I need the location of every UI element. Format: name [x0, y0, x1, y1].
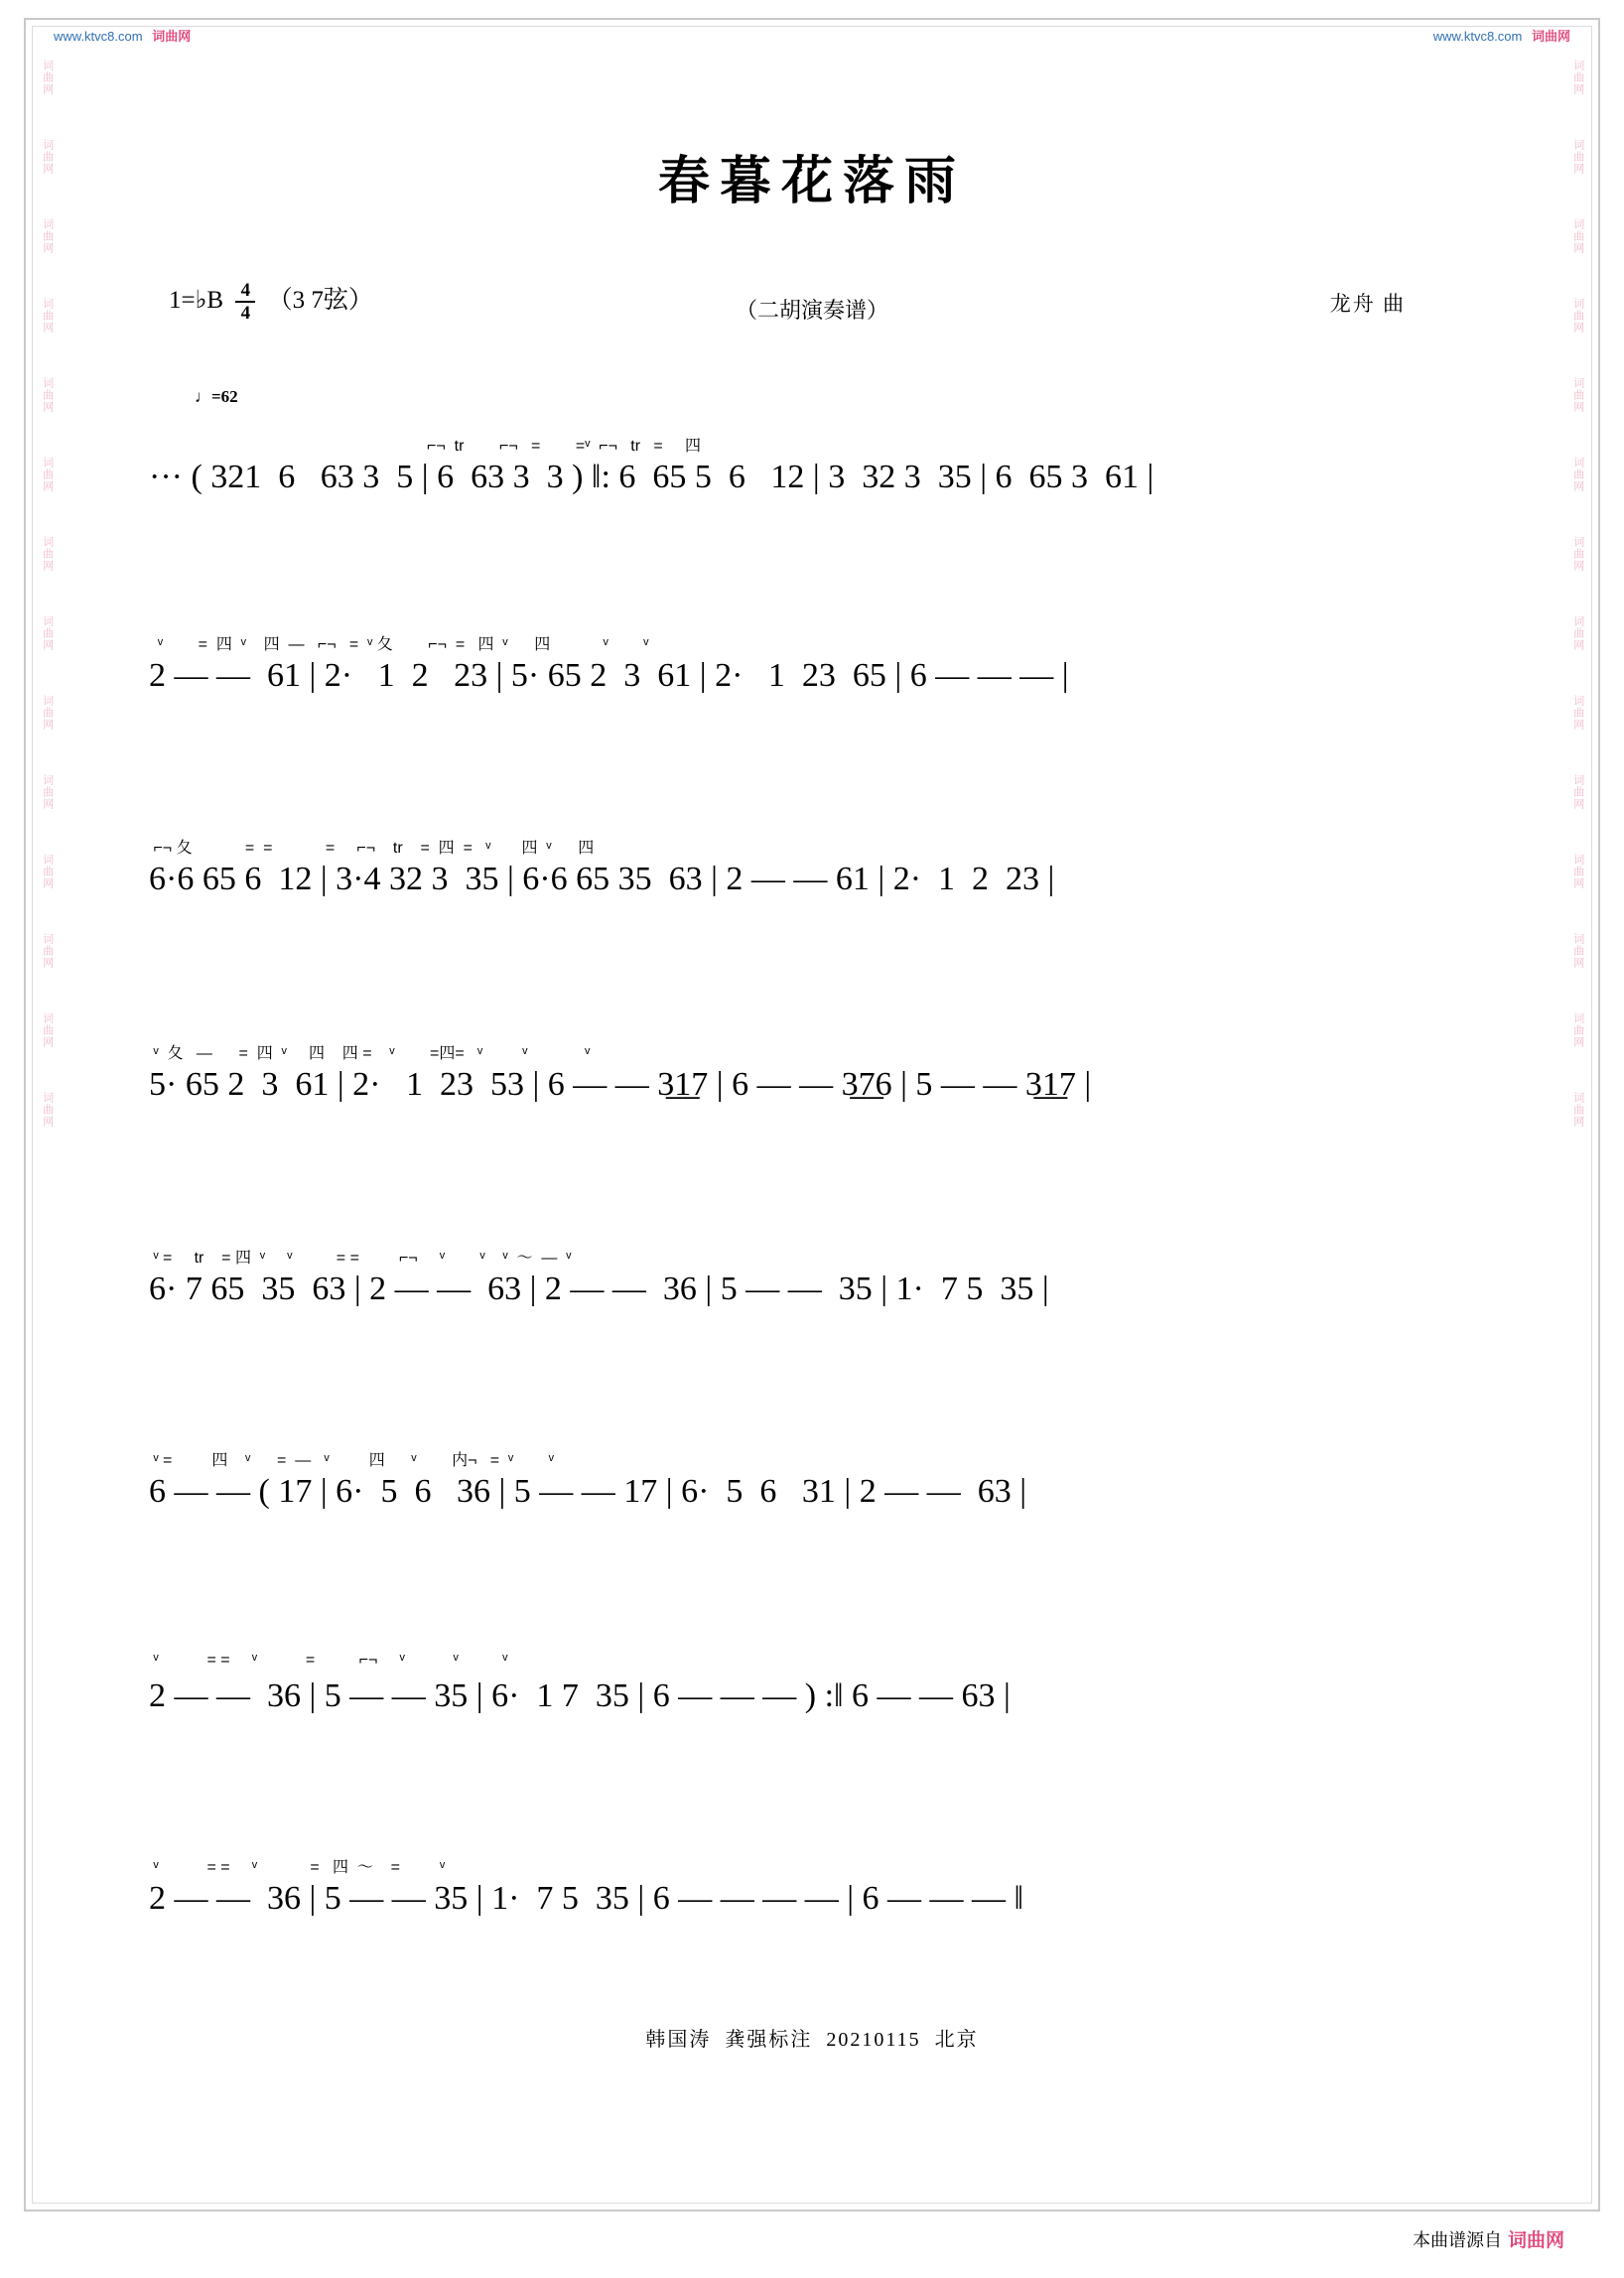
watermark-text: 词曲网 [1571, 298, 1584, 334]
watermark-text: 词曲网 [41, 218, 54, 254]
watermark-text: 词曲网 [1571, 1092, 1584, 1128]
score-line-notes: 6·6 65 6 12 | 3·4 32 3 35 | 6·6 65 35 63 | 2 — — 61 | 2· 1 2 23 | [149, 861, 1055, 897]
site-url-right: www.ktvc8.com [1432, 29, 1523, 44]
watermark-column-left [34, 60, 60, 2144]
score-line-marks: ᵛ = 四 ᵛ 四 — ⌐¬ = ᵛ 夂 ⌐¬ = 四 ᵛ 四 ᵛ ᵛ [149, 636, 649, 653]
score-line-notes: 2 — — 36 | 5 — — 35 | 1· 7 5 35 | 6 — — — — | 6 — — — ‖ [149, 1880, 1024, 1917]
watermark-text: 词曲网 [41, 298, 54, 334]
watermark-text: 词曲网 [1571, 933, 1584, 969]
tempo-marking: ♩=62 [195, 387, 238, 406]
site-url-left: www.ktvc8.com [54, 29, 143, 44]
watermark-text: 词曲网 [1571, 218, 1584, 254]
score-line [149, 1451, 1459, 1570]
watermark-text: 词曲网 [1571, 139, 1584, 175]
watermark-text: 词曲网 [41, 139, 54, 175]
source-attribution [1413, 2225, 1564, 2252]
watermark-text: 词曲网 [41, 774, 54, 810]
site-brand-left: 词曲网 [152, 29, 192, 44]
score-line-notes: 2 — — 36 | 5 — — 35 | 6· 1 7 35 | 6 — — — ) :‖ 6 — — 63 | [149, 1677, 1011, 1714]
score-line-notes: 5· 65 2 3 61 | 2· 1 23 53 | 6 — — 3̲1̲7 | 6 — — 3̲7̲6 | 5 — — 3̲1̲7 | [149, 1066, 1092, 1103]
watermark-text: 词曲网 [41, 933, 54, 969]
key-value: ♭B [195, 287, 224, 314]
watermark-text: 词曲网 [41, 457, 54, 492]
site-brand-right: 词曲网 [1531, 29, 1570, 44]
score-line-notes: 2 — — 61 | 2· 1 2 23 | 5· 65 2 3 61 | 2· 1 23 65 | 6 — — — | [149, 657, 1069, 694]
score-line [149, 437, 1459, 556]
watermark-column-right [1564, 60, 1590, 2144]
score-line-marks: ᵛ = tr = 四 ᵛ ᵛ = = ⌐¬ ᵛ ᵛ ᵛ 〜 — ᵛ [149, 1250, 572, 1267]
footer-credits [0, 2023, 1624, 2052]
watermark-text: 词曲网 [1571, 377, 1584, 413]
score-line-marks: ᵛ = = ᵛ = 四 〜 = ᵛ [149, 1859, 446, 1876]
watermark-text: 词曲网 [41, 854, 54, 889]
score-line-notes: 6· 7 65 35 63 | 2 — — 63 | 2 — — 36 | 5 — — 35 | 1· 7 5 35 | [149, 1271, 1049, 1307]
page-title: 春暮花落雨 [657, 154, 966, 210]
string-tuning-note: （3 7弦） [267, 287, 373, 314]
source-label: 本曲谱源自 [1412, 2230, 1502, 2250]
watermark-text: 词曲网 [1571, 774, 1584, 810]
watermark-text: 词曲网 [1571, 854, 1584, 889]
score-line [149, 1044, 1459, 1163]
watermark-text: 词曲网 [41, 1092, 54, 1128]
score-line-marks: ᵛ = 四 ᵛ = — ᵛ 四 ᵛ 内¬ = ᵛ ᵛ [149, 1452, 554, 1469]
site-watermark-right [1433, 26, 1570, 45]
score-line-notes: ··· ( 321 6 63 3 5 | 6 63 3 3 ) ‖: 6 65 5 6 12 | 3 32 3 35 | 6 65 3 61 | [149, 459, 1154, 495]
watermark-text: 词曲网 [1571, 457, 1584, 492]
credit-place: 北京 [934, 2029, 979, 2051]
watermark-text: 词曲网 [41, 695, 54, 731]
score-line-marks: ⌐¬ tr ⌐¬ = =ᵛ ⌐¬ tr = 四 [149, 438, 701, 455]
watermark-text: 词曲网 [1571, 60, 1584, 95]
watermark-text: 词曲网 [1571, 536, 1584, 572]
watermark-text: 词曲网 [1571, 615, 1584, 651]
source-brand: 词曲网 [1507, 2230, 1564, 2251]
watermark-text: 词曲网 [41, 1012, 54, 1048]
watermark-text: 词曲网 [41, 60, 54, 95]
subtitle: （二胡演奏谱） [735, 298, 888, 323]
score-line [149, 1249, 1459, 1368]
score-line-notes: 6 — — ( 17 | 6· 5 6 36 | 5 — — 17 | 6· 5 6 31 | 2 — — 63 | [149, 1473, 1026, 1510]
watermark-text: 词曲网 [1571, 695, 1584, 731]
watermark-text: 词曲网 [41, 377, 54, 413]
watermark-text: 词曲网 [41, 615, 54, 651]
score-line-marks: ᵛ = = ᵛ = ⌐¬ ᵛ ᵛ ᵛ [149, 1652, 508, 1669]
credit-date: 20210115 [826, 2029, 921, 2051]
credit-arranger: 韩国涛 [645, 2029, 712, 2051]
score-line [149, 1858, 1459, 1977]
score-line-marks: ᵛ 夂 — = 四 ᵛ 四 四 = ᵛ =四= ᵛ ᵛ ᵛ [149, 1045, 591, 1062]
time-signature-bottom: 4 [240, 303, 251, 325]
time-signature-top: 4 [240, 280, 251, 302]
credit-annotator: 龚强标注 [725, 2029, 813, 2051]
key-prefix: 1= [169, 287, 196, 314]
score-line [149, 635, 1459, 754]
score-line-marks: ⌐¬ 夂 = = = ⌐¬ tr = 四 = ᵛ 四 ᵛ 四 [149, 840, 595, 857]
score-line [149, 839, 1459, 958]
composer-credit: 龙舟 曲 [1329, 292, 1406, 316]
watermark-text: 词曲网 [41, 536, 54, 572]
watermark-text: 词曲网 [1571, 1012, 1584, 1048]
site-watermark-left [54, 26, 191, 45]
score-line [149, 1652, 1459, 1775]
